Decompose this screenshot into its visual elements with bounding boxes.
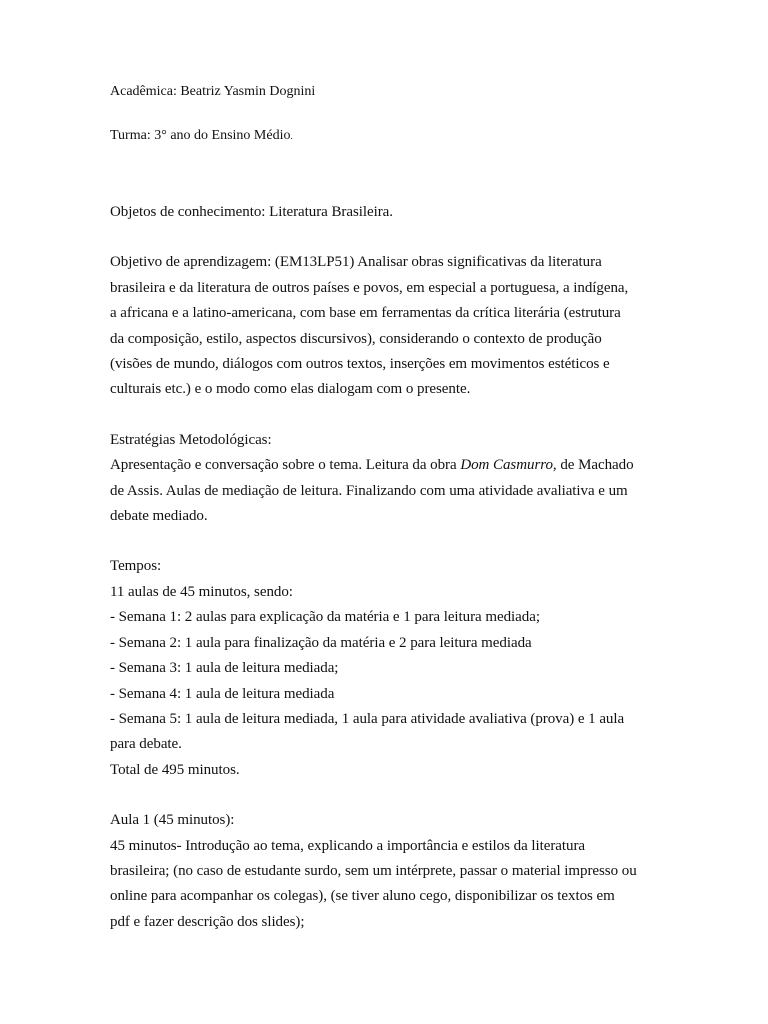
schedule-line: - Semana 5: 1 aula de leitura mediada, 1 aula para atividade avaliativa (prova) e 1 aula — [110, 710, 625, 727]
schedule-line: - Semana 4: 1 aula de leitura mediada — [110, 685, 335, 702]
class-info — [110, 126, 670, 146]
class-info-period: . — [290, 131, 293, 141]
objective-line: da composição, estilo, aspectos discursivos), considerando o contexto de produção — [110, 330, 602, 347]
lesson-line: online para acompanhar os colegas), (se tiver aluno cego, disponibilizar os textos em — [110, 888, 615, 905]
strategies-line — [110, 453, 670, 478]
strategies-line: de Assis. Aulas de mediação de leitura. Finalizando com uma atividade avaliativa e um — [110, 482, 628, 499]
methodological-strategies — [110, 428, 670, 530]
document-page — [110, 82, 670, 935]
learning-objective — [110, 250, 670, 402]
lesson-line: 45 minutos- Introdução ao tema, explicando a importância e estilos da literatura — [110, 837, 586, 854]
lesson-line: brasileira; (no caso de estudante surdo, sem um intérprete, passar o material impresso ou — [110, 862, 637, 879]
lesson-heading: Aula 1 (45 minutos): — [110, 812, 235, 829]
spacer — [110, 225, 670, 250]
schedule-line: para debate. — [110, 736, 182, 753]
time-schedule — [110, 554, 670, 783]
class-info-text: Turma: 3° ano do Ensino Médio — [110, 128, 291, 143]
objective-line: brasileira e da literatura de outros países e povos, em especial a portuguesa, a indígena, — [110, 279, 629, 296]
objective-line: a africana e a latino-americana, com base em ferramentas da crítica literária (estrutura — [110, 305, 621, 322]
schedule-line: Total de 495 minutos. — [110, 761, 240, 778]
lesson-line: pdf e fazer descrição dos slides); — [110, 913, 305, 930]
schedule-heading: Tempos: — [110, 558, 162, 575]
spacer — [110, 403, 670, 428]
objective-line: (visões de mundo, diálogos com outros textos, inserções em movimentos estéticos e — [110, 356, 610, 373]
objective-line: culturais etc.) e o modo como elas dialogam com o presente. — [110, 381, 471, 398]
spacer — [110, 783, 670, 808]
schedule-line: 11 aulas de 45 minutos, sendo: — [110, 583, 293, 600]
objective-line: Objetivo de aprendizagem: (EM13LP51) Analisar obras significativas da literatura — [110, 254, 602, 271]
schedule-line: - Semana 2: 1 aula para finalização da matéria e 2 para leitura mediada — [110, 634, 532, 651]
strategies-heading: Estratégias Metodológicas: — [110, 431, 272, 448]
book-title: Dom Casmurro — [460, 457, 553, 474]
spacer — [110, 529, 670, 554]
student-name: Acadêmica: Beatriz Yasmin Dognini — [110, 84, 316, 99]
strategies-line: debate mediado. — [110, 508, 208, 525]
schedule-line: - Semana 3: 1 aula de leitura mediada; — [110, 660, 339, 677]
strategies-text: , de Machado — [552, 457, 634, 474]
strategies-text: Apresentação e conversação sobre o tema. Leitura da obra — [110, 457, 461, 474]
lesson-1 — [110, 808, 670, 935]
knowledge-objects: Objetos de conhecimento: Literatura Brasileira. — [110, 204, 393, 220]
schedule-line: - Semana 1: 2 aulas para explicação da matéria e 1 para leitura mediada; — [110, 609, 540, 626]
